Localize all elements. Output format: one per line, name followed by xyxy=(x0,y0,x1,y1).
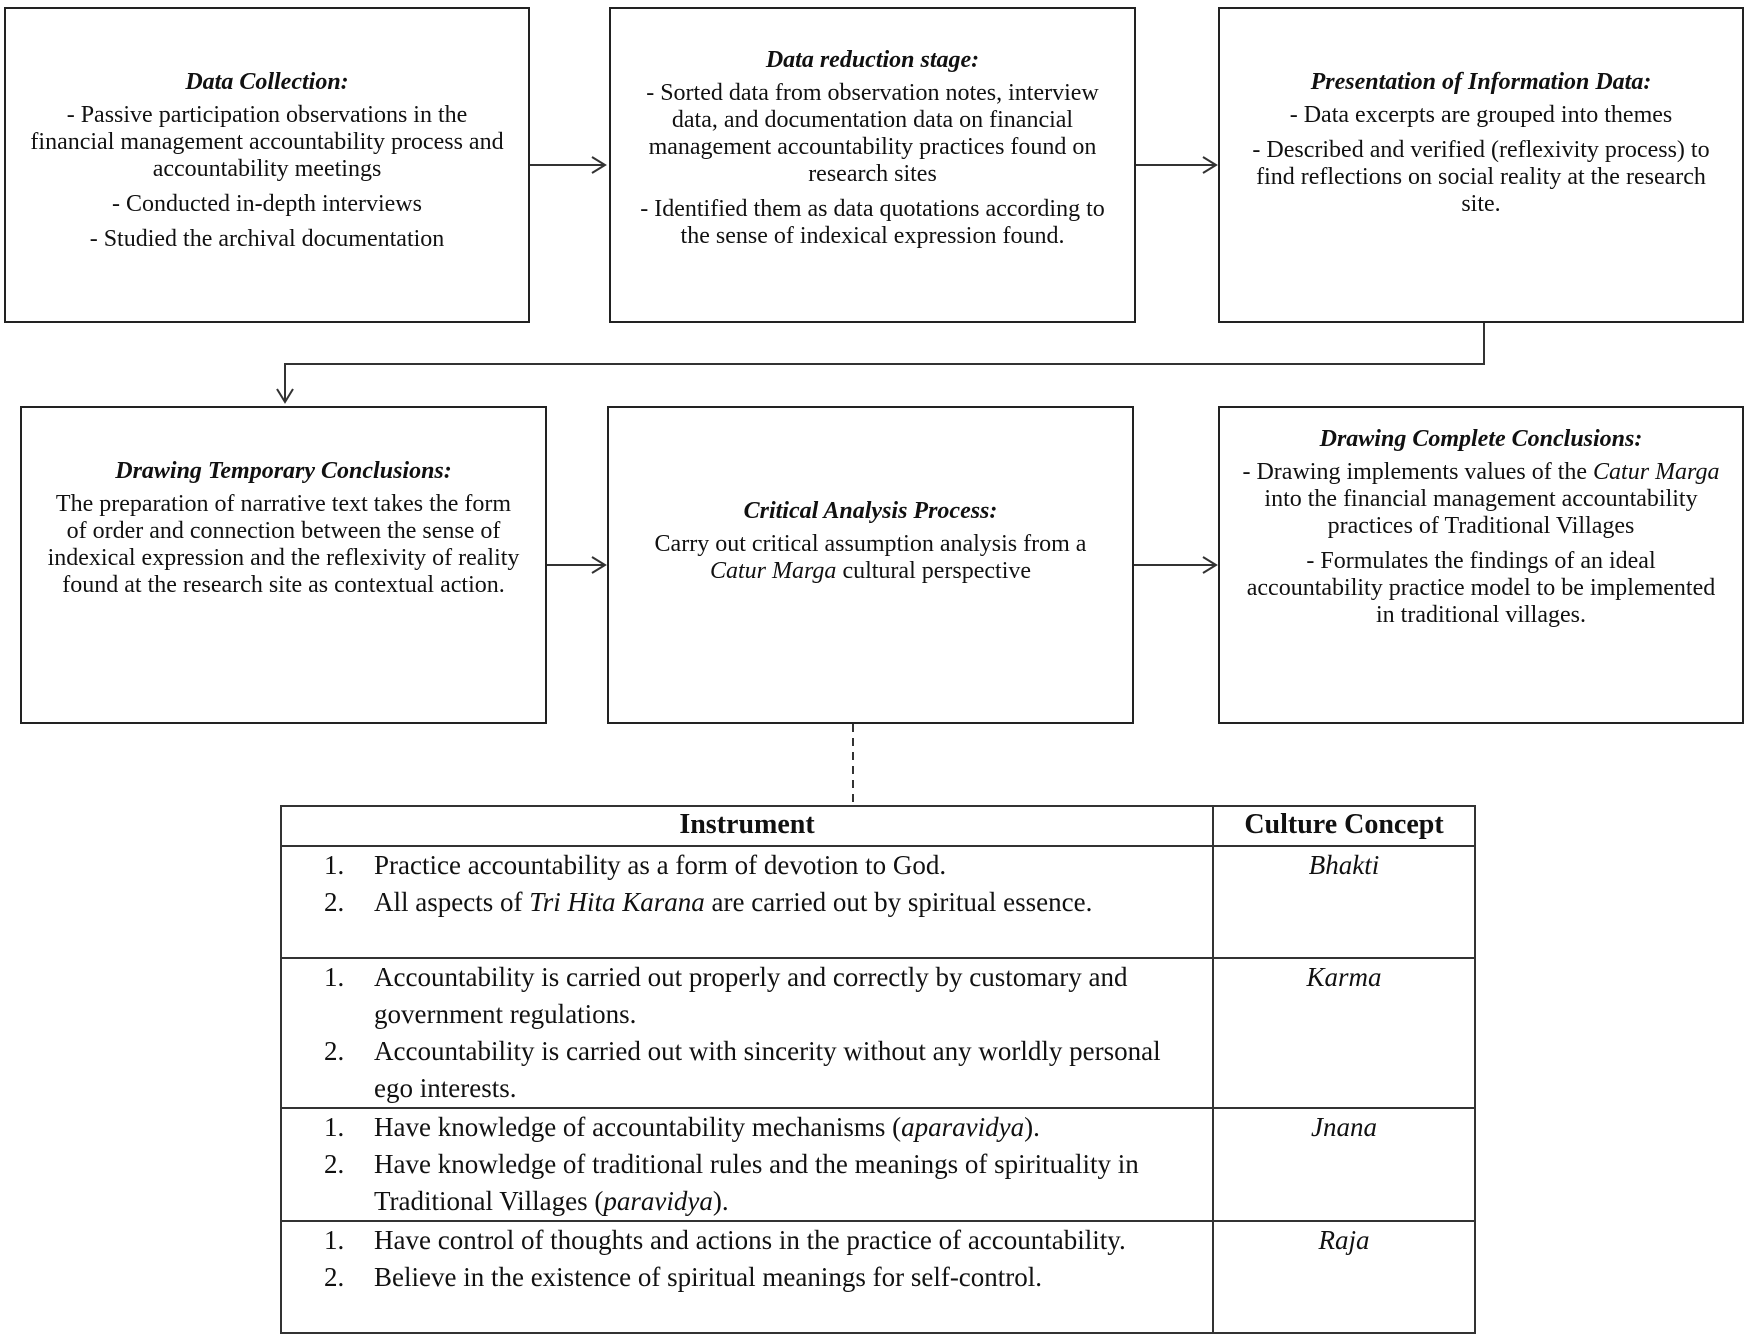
instrument-table xyxy=(280,805,1476,1334)
box-line: - Sorted data from observation notes, interview data, and documentation data on financial management accountability practices found on research sites xyxy=(646,80,1099,187)
instrument-item: 1. Have control of thoughts and actions in the practice of accountability. xyxy=(324,1225,1126,1255)
table-row xyxy=(281,1221,1475,1333)
box-presentation xyxy=(1218,7,1744,323)
box-data-collection xyxy=(4,7,530,323)
header-instrument: Instrument xyxy=(281,806,1213,846)
concept-cell: Raja xyxy=(1213,1221,1475,1333)
instrument-item: 1. Have knowledge of accountability mechanisms (aparavidya). xyxy=(324,1112,1040,1142)
table-row xyxy=(281,1108,1475,1221)
instrument-item: 2. Accountability is carried out with sincerity without any worldly personal ego interests. xyxy=(324,1036,1161,1103)
box-complete-conclusions xyxy=(1218,406,1744,724)
concept-cell: Bhakti xyxy=(1213,846,1475,958)
box-line: - Identified them as data quotations according to the sense of indexical expression found. xyxy=(640,196,1105,249)
box-line: The preparation of narrative text takes the form of order and connection between the sense of indexical expression and the reflexivity of reality found at the research site as contextual action. xyxy=(47,491,520,598)
instrument-item: 1. Accountability is carried out properly and correctly by customary and government regulations. xyxy=(324,962,1128,1029)
table-row xyxy=(281,958,1475,1108)
box-title: Critical Analysis Process: xyxy=(743,498,998,524)
instrument-cell xyxy=(281,1221,1213,1333)
box-title: Data reduction stage: xyxy=(765,47,980,73)
header-culture-concept: Culture Concept xyxy=(1213,806,1475,846)
box-line: - Described and verified (reflexivity process) to find reflections on social reality at the research site. xyxy=(1252,137,1710,217)
instrument-item: 2. Believe in the existence of spiritual meanings for self-control. xyxy=(324,1262,1043,1292)
table-row xyxy=(281,846,1475,958)
box-temporary-conclusions xyxy=(20,406,547,724)
box-critical-analysis xyxy=(607,406,1134,724)
instrument-cell xyxy=(281,1108,1213,1221)
box-title: Drawing Temporary Conclusions: xyxy=(115,458,452,484)
instrument-item: 2. Have knowledge of traditional rules and the meanings of spirituality in Traditional Villages (paravidya). xyxy=(324,1149,1139,1216)
box-title: Presentation of Information Data: xyxy=(1310,69,1652,95)
box-line: - Drawing implements values of the Catur Marga into the financial management accountability practices of Traditional Villages xyxy=(1242,459,1720,539)
box-data-reduction xyxy=(609,7,1136,323)
box-line: - Passive participation observations in the financial management accountability process and accountability meetings xyxy=(30,102,504,182)
instrument-item: 2. All aspects of Tri Hita Karana are carried out by spiritual essence. xyxy=(324,887,1093,917)
box-line: - Studied the archival documentation xyxy=(89,226,445,252)
instrument-cell xyxy=(281,846,1213,958)
instrument-cell xyxy=(281,958,1213,1108)
box-line: Carry out critical assumption analysis from a Catur Marga cultural perspective xyxy=(654,531,1087,584)
box-title: Data Collection: xyxy=(185,69,349,95)
box-line: - Data excerpts are grouped into themes xyxy=(1289,102,1673,128)
box-title: Drawing Complete Conclusions: xyxy=(1319,426,1643,452)
arrow-presentation-to-temporary xyxy=(285,322,1484,402)
box-line: - Formulates the findings of an ideal accountability practice model to be implemented in traditional villages. xyxy=(1246,548,1716,628)
table-header-row xyxy=(281,806,1475,846)
instrument-item: 1. Practice accountability as a form of devotion to God. xyxy=(324,850,947,880)
box-line: - Conducted in-depth interviews xyxy=(112,191,422,217)
concept-cell: Karma xyxy=(1213,958,1475,1108)
concept-cell: Jnana xyxy=(1213,1108,1475,1221)
